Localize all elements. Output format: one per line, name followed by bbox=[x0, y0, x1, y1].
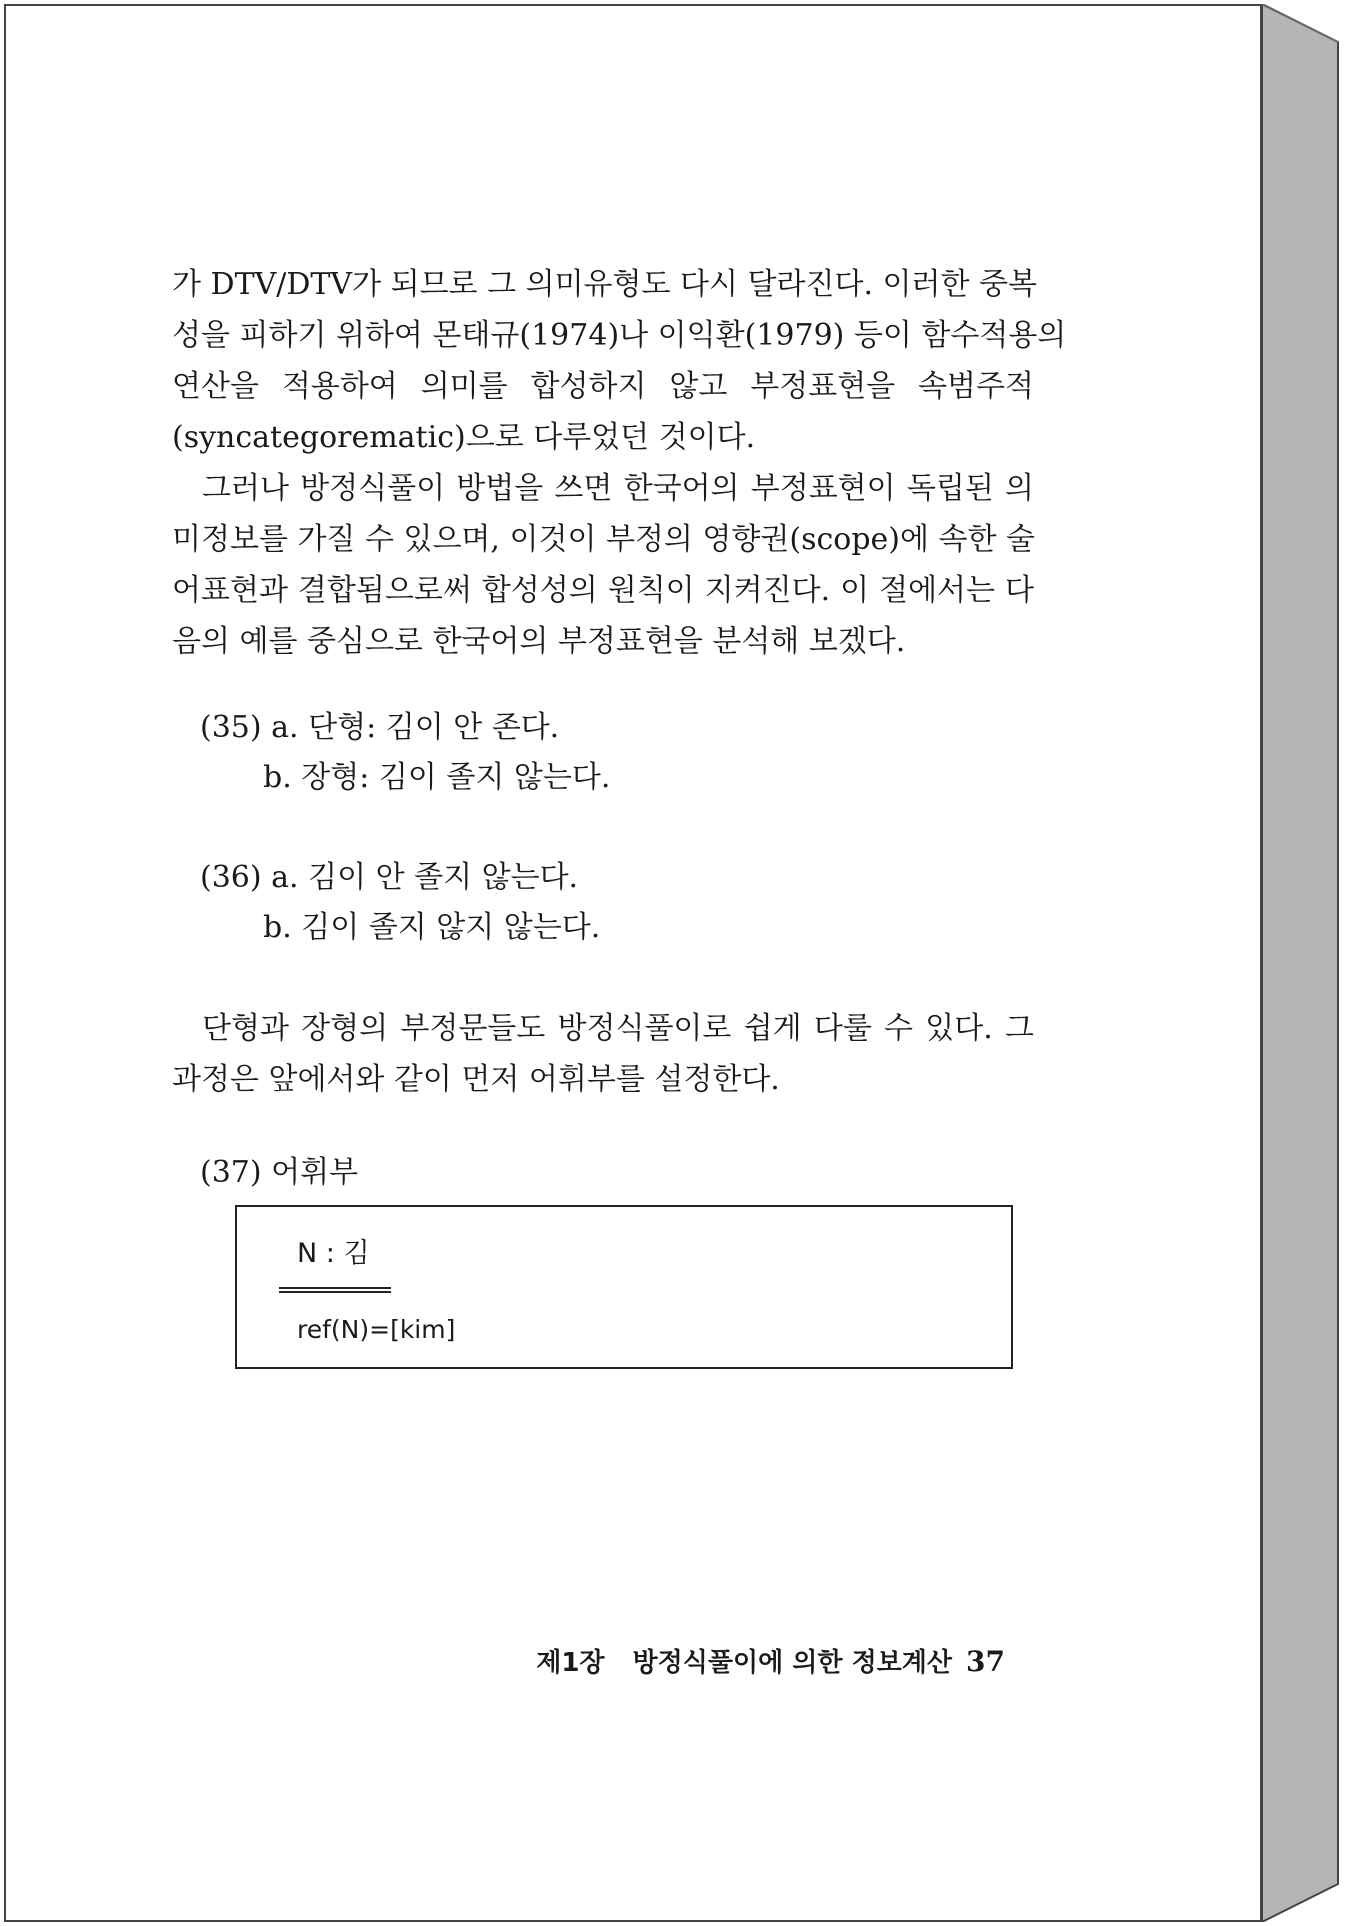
footer-title: 방정식풀이에 의한 정보계산 bbox=[632, 1648, 953, 1678]
example-number: (35) bbox=[200, 710, 262, 745]
double-rule-divider bbox=[279, 1287, 391, 1293]
page-footer bbox=[536, 1642, 1005, 1679]
book-edge bbox=[1262, 4, 1342, 1922]
example-36-a bbox=[200, 852, 578, 903]
example-text: 장형: 김이 졸지 않는다. bbox=[301, 760, 611, 795]
text-line: 단형과 장형의 부정문들도 방정식풀이로 쉽게 다룰 수 있다. 그 bbox=[202, 1011, 1034, 1046]
example-text: 단형: 김이 안 존다. bbox=[308, 710, 560, 745]
text-line: 어표현과 결합됨으로써 합성성의 원칙이 지켜진다. 이 절에서는 다 bbox=[172, 573, 1034, 608]
paragraph-1 bbox=[172, 259, 1067, 463]
example-37-heading bbox=[200, 1147, 358, 1198]
example-number: (36) bbox=[200, 860, 262, 895]
text-line: 연산을 적용하여 의미를 합성하지 않고 부정표현을 속범주적 bbox=[172, 369, 1034, 404]
lexicon-box bbox=[235, 1205, 1013, 1369]
example-text: 김이 안 졸지 않는다. bbox=[308, 860, 579, 895]
example-36-b bbox=[263, 902, 600, 953]
text-line: (syncategorematic)으로 다루었던 것이다. bbox=[172, 420, 756, 455]
text-line: 음의 예를 중심으로 한국어의 부정표현을 분석해 보겠다. bbox=[172, 624, 906, 659]
footer-chapter: 제1장 bbox=[536, 1648, 605, 1678]
lexicon-entry: N : 김 bbox=[297, 1238, 370, 1269]
lexicon-reference: ref(N)=[kim] bbox=[297, 1315, 456, 1344]
example-title: 어휘부 bbox=[271, 1155, 359, 1190]
page-number: 37 bbox=[966, 1645, 1005, 1678]
example-label: b. bbox=[263, 760, 292, 795]
example-text: 김이 졸지 않지 않는다. bbox=[301, 910, 601, 945]
example-35-a bbox=[200, 702, 559, 753]
text-line: 과정은 앞에서와 같이 먼저 어휘부를 설정한다. bbox=[172, 1062, 780, 1097]
example-label: a. bbox=[271, 860, 299, 895]
paragraph-3 bbox=[172, 1003, 1034, 1105]
example-35-b bbox=[263, 752, 610, 803]
paragraph-2 bbox=[172, 463, 1034, 667]
text-line: 미정보를 가질 수 있으며, 이것이 부정의 영향권(scope)에 속한 술 bbox=[172, 522, 1035, 557]
text-line: 성을 피하기 위하여 몬태규(1974)나 이익환(1979) 등이 함수적용의 bbox=[172, 318, 1067, 353]
example-label: a. bbox=[271, 710, 299, 745]
example-label: b. bbox=[263, 910, 292, 945]
text-line: 가 DTV/DTV가 되므로 그 의미유형도 다시 달라진다. 이러한 중복 bbox=[172, 267, 1037, 302]
text-line: 그러나 방정식풀이 방법을 쓰면 한국어의 부정표현이 독립된 의 bbox=[202, 471, 1034, 506]
example-number: (37) bbox=[200, 1155, 262, 1190]
